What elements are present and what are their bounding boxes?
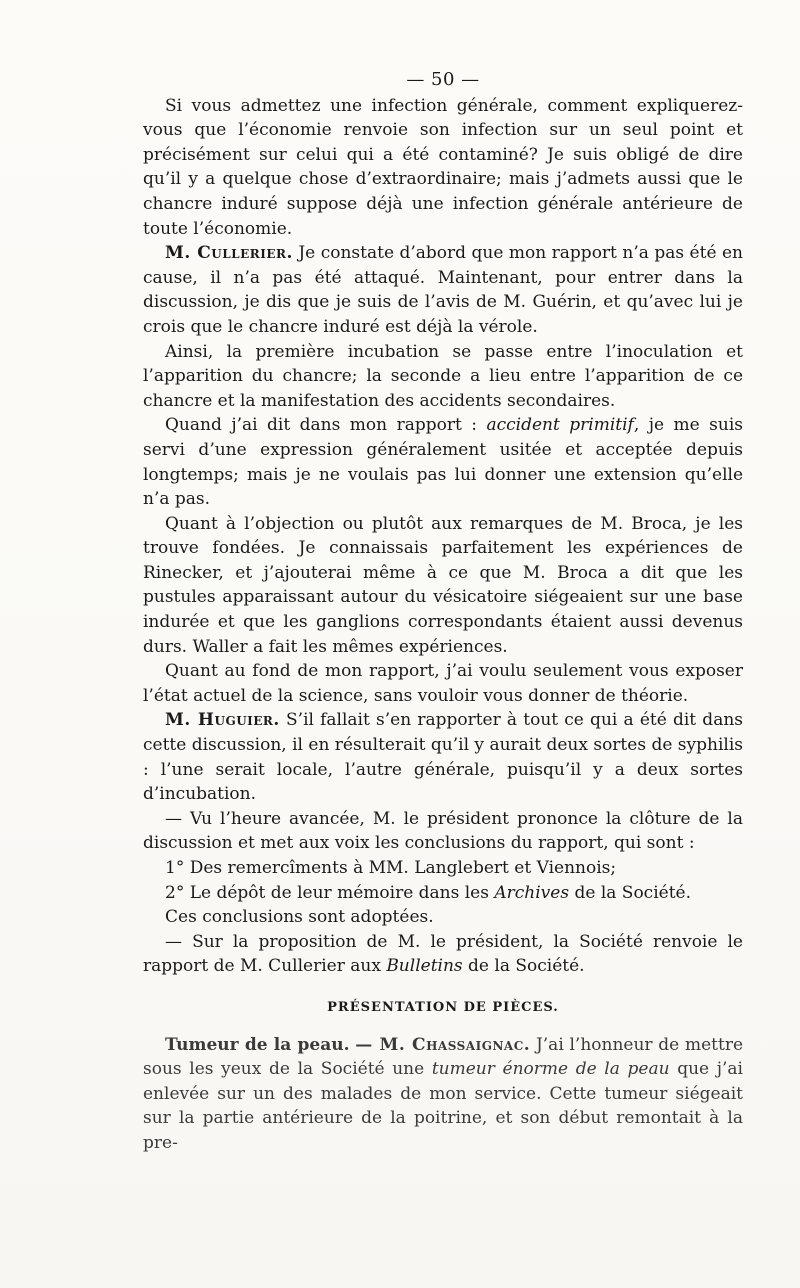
page-number: — 50 — [406,69,480,90]
paragraph-4-text-a: Quand j’ai dit dans mon rapport : [165,415,487,436]
paragraph-13-text-b: que j’ai enlevée sur un des malades de mon service. Cette tumeur siégeait sur la partie antérieure de la poitrine, et son début remontait à la pre- [143,1059,743,1153]
paragraph-12-text-b: de la Société. [462,956,585,977]
tumeur-lead: Tumeur de la peau. [165,1034,350,1055]
speaker-chassaignac: — M. Chassaignac. [355,1034,531,1055]
paragraph-4-emphasis: accident primitif [486,415,634,436]
paragraph-cloture [143,807,743,856]
paragraph-accident-primitif [143,413,743,511]
conclusion-1-text: 1° Des remercîments à MM. Langlebert et Viennois; [165,858,617,878]
paragraph-rapport-fond [143,659,743,708]
conclusion-2-text-b: de la Société. [569,882,691,903]
paragraph-1-text: Si vous admettez une infection générale, comment expliquerez-vous que l’économie renvoie son infection sur un seul point et précisément sur celui qui a été contaminé? Je suis obligé de dire qu’il y a quelque chose d’extraordinaire; mais j’admets aussi que le chancre induré suppose déjà une infection générale antérieure de toute l’économie. [143,95,743,239]
paragraph-13-text-a: J’ai l’honneur de mettre sous les yeux de la Société une [143,1034,744,1080]
paragraph-broca-remarks [143,512,743,660]
paragraph-cullerier-reply [143,241,743,339]
page-text-block [143,68,743,1156]
paragraph-huguier [143,708,743,806]
paragraph-7-text: S’il fallait s’en rapporter à tout ce qui a été dit dans cette discussion, il en résulterait qu’il y aurait deux sortes de syphilis : l’une serait locale, l’autre générale, puisqu’il y a deux sortes d’incubation. [143,710,743,805]
paragraph-tumeur [143,1033,743,1156]
conclusion-item-1 [143,856,743,881]
speaker-cullerier: M. Cullerier. [165,243,293,264]
section-title: PRÉSENTATION DE PIÈCES. [327,999,559,1015]
paragraph-incubation [143,340,743,414]
paragraph-2-text: Je constate d’abord que mon rapport n’a pas été en cause, il n’a pas été attaqué. Maintenant, pour entrer dans la discussion, je dis que je suis de l’avis de M. Guérin, et qu’avec lui je crois que le chancre induré est déjà la vérole. [143,243,744,337]
conclusion-2-emphasis: Archives [494,882,570,903]
conclusion-2-text-a: 2° Le dépôt de leur mémoire dans les [165,882,495,903]
paragraph-11-text: Ces conclusions sont adoptées. [165,907,434,928]
conclusion-item-2 [143,881,743,906]
paragraph-6-text: Quant au fond de mon rapport, j’ai voulu seulement vous exposer l’état actuel de la science, sans vouloir vous donner de théorie. [143,661,743,706]
paragraph-1 [143,94,743,242]
speaker-huguier: M. Huguier. [165,710,280,731]
paragraph-4-text-b: , je me suis servi d’une expression généralement usitée et acceptée depuis longtemps; mais je ne voulais pas lui donner une extension qu’elle n’a pas. [143,415,743,510]
paragraph-8-text: — Vu l’heure avancée, M. le président prononce la clôture de la discussion et met aux voix les conclusions du rapport, qui sont : [143,808,743,854]
paragraph-3-text: Ainsi, la première incubation se passe entre l’inoculation et l’apparition du chancre; la seconde a lieu entre l’apparition de ce chancre et la manifestation des accidents secondaires. [143,341,743,411]
paragraph-5-text: Quant à l’objection ou plutôt aux remarques de M. Broca, je les trouve fondées. Je connaissais parfaitement les expériences de Rinecker, et j’ajouterai même à ce que M. Broca a dit que les pustules apparaissant autour du vésicatoire siégeaient sur une base indurée et que les ganglions correspondants étaient aussi devenus durs. Waller a fait les mêmes expériences. [143,513,743,657]
paragraph-12-emphasis: Bulletins [386,956,463,977]
paragraph-13-emphasis: tumeur énorme de la peau [431,1059,670,1080]
paragraph-adoptees [143,905,743,930]
paragraph-12-text-a: — Sur la proposition de M. le président, la Société renvoie le rapport de M. Cullerier aux [143,931,743,977]
paragraph-bulletins [143,930,743,979]
